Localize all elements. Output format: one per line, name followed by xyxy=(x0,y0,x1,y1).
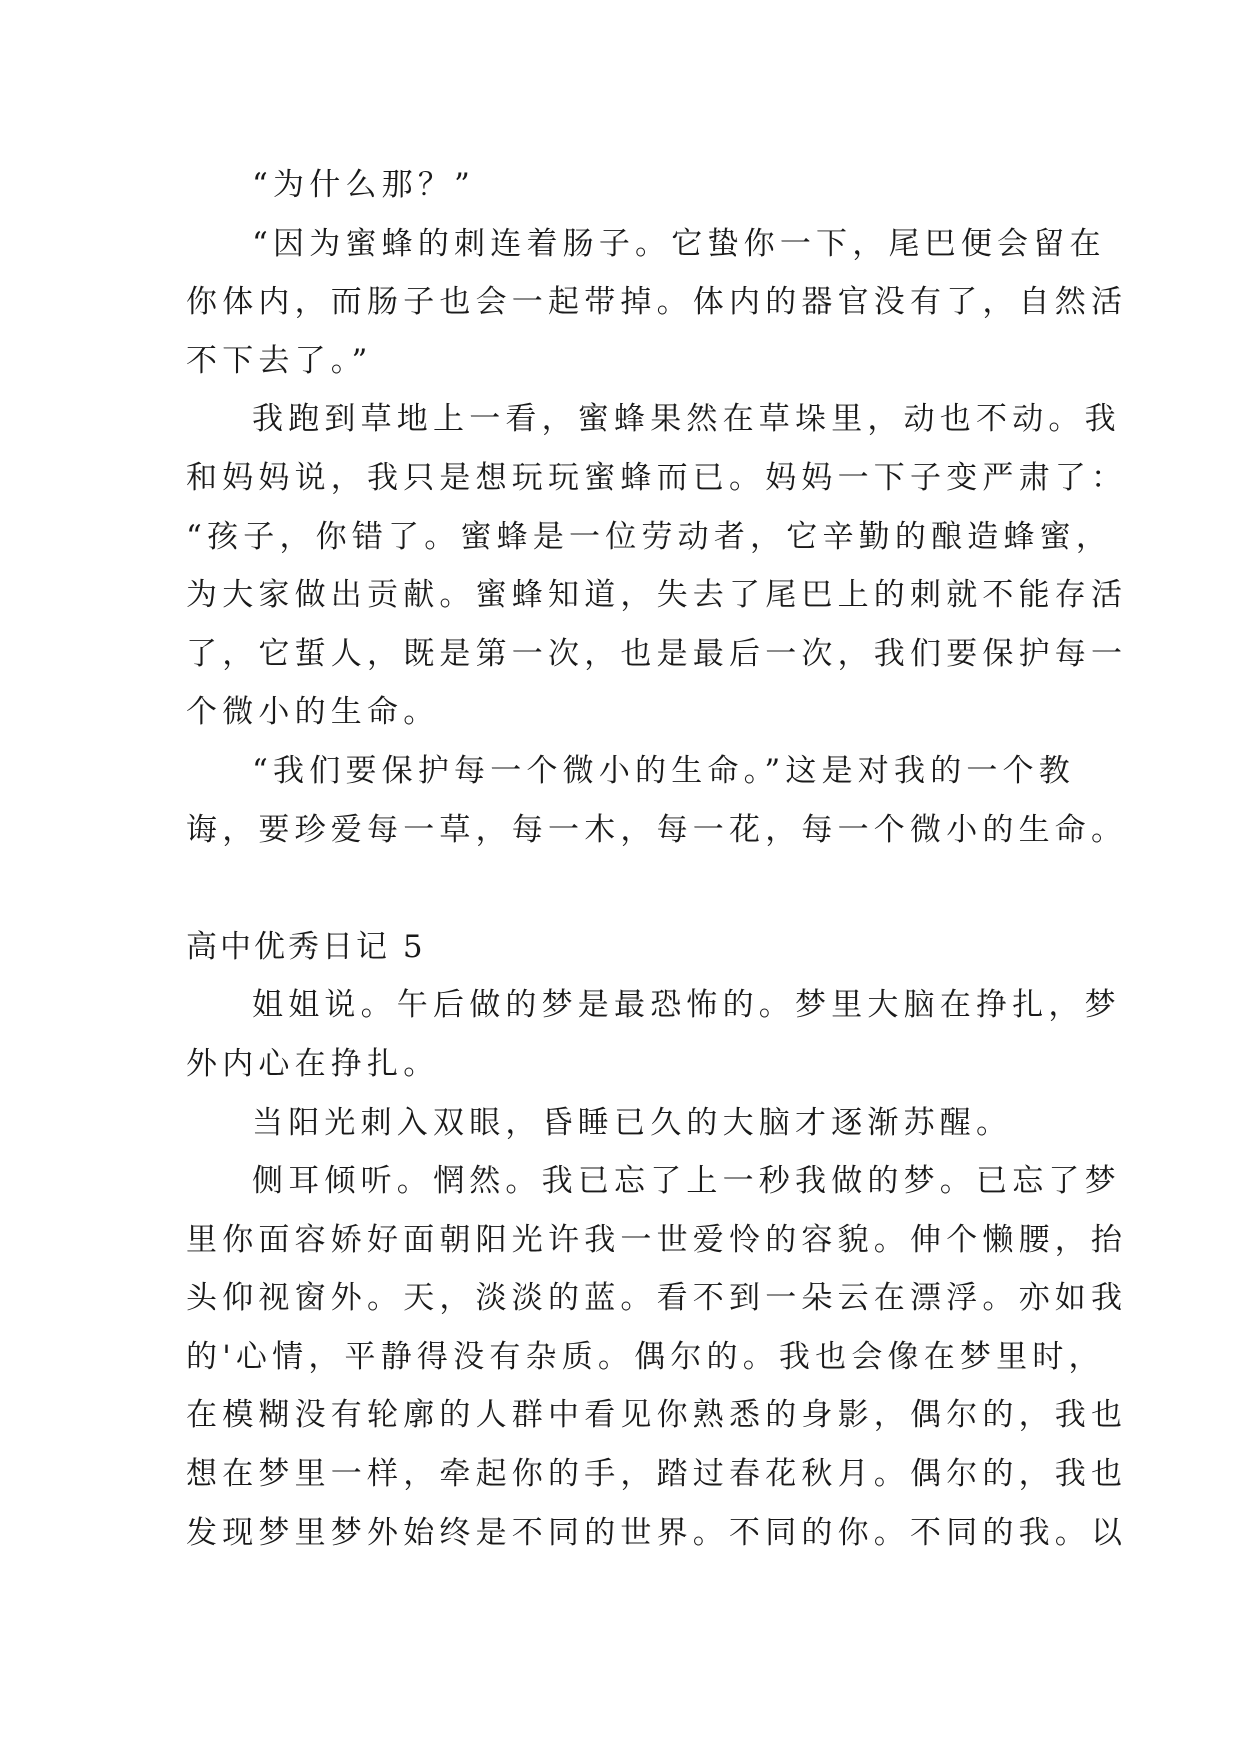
section-heading: 高中优秀日记 5 xyxy=(186,928,426,965)
text-line: 想在梦里一样，牵起你的手，踏过春花秋月。偶尔的，我也 xyxy=(186,1456,1128,1493)
text-line: “因为蜜蜂的刺连着肠子。它蛰你一下，尾巴便会留在 xyxy=(252,225,1106,262)
text-line: “我们要保护每一个微小的生命。”这是对我的一个教 xyxy=(252,752,1075,789)
text-line: 个微小的生命。 xyxy=(186,694,440,731)
text-line: 了，它蜇人，既是第一次，也是最后一次，我们要保护每一 xyxy=(186,635,1128,672)
text-line: 的'心情，平静得没有杂质。偶尔的。我也会像在梦里时， xyxy=(186,1338,1105,1375)
text-line: 侧耳倾听。惘然。我已忘了上一秒我做的梦。已忘了梦 xyxy=(252,1163,1121,1200)
text-line: 当阳光刺入双眼，昏睡已久的大脑才逐渐苏醒。 xyxy=(252,1104,1013,1141)
paragraph-gap xyxy=(186,859,1056,918)
text-line: 和妈妈说，我只是想玩玩蜜蜂而已。妈妈一下子变严肃了： xyxy=(186,459,1128,496)
text-line: 姐姐说。午后做的梦是最恐怖的。梦里大脑在挣扎，梦 xyxy=(252,987,1121,1024)
text-line: 你体内，而肠子也会一起带掉。体内的器官没有了，自然活 xyxy=(186,284,1128,321)
text-line: 在模糊没有轮廓的人群中看见你熟悉的身影，偶尔的，我也 xyxy=(186,1397,1128,1434)
text-line: 诲，要珍爱每一草，每一木，每一花，每一个微小的生命。 xyxy=(186,811,1128,848)
text-line: “为什么那？” xyxy=(252,167,476,203)
text-line: 头仰视窗外。天，淡淡的蓝。看不到一朵云在漂浮。亦如我 xyxy=(186,1280,1128,1317)
text-line: “孩子，你错了。蜜蜂是一位劳动者，它辛勤的酿造蜂蜜， xyxy=(186,518,1113,555)
document-body xyxy=(186,156,1128,1562)
text-line: 我跑到草地上一看，蜜蜂果然在草垛里，动也不动。我 xyxy=(252,401,1121,438)
text-line: 发现梦里梦外始终是不同的世界。不同的你。不同的我。以 xyxy=(186,1514,1128,1551)
text-line: 为大家做出贡献。蜜蜂知道，失去了尾巴上的刺就不能存活 xyxy=(186,577,1128,614)
text-line: 不下去了。” xyxy=(186,342,373,379)
text-line: 里你面容娇好面朝阳光许我一世爱怜的容貌。伸个懒腰，抬 xyxy=(186,1221,1128,1258)
text-line: 外内心在挣扎。 xyxy=(186,1045,440,1082)
